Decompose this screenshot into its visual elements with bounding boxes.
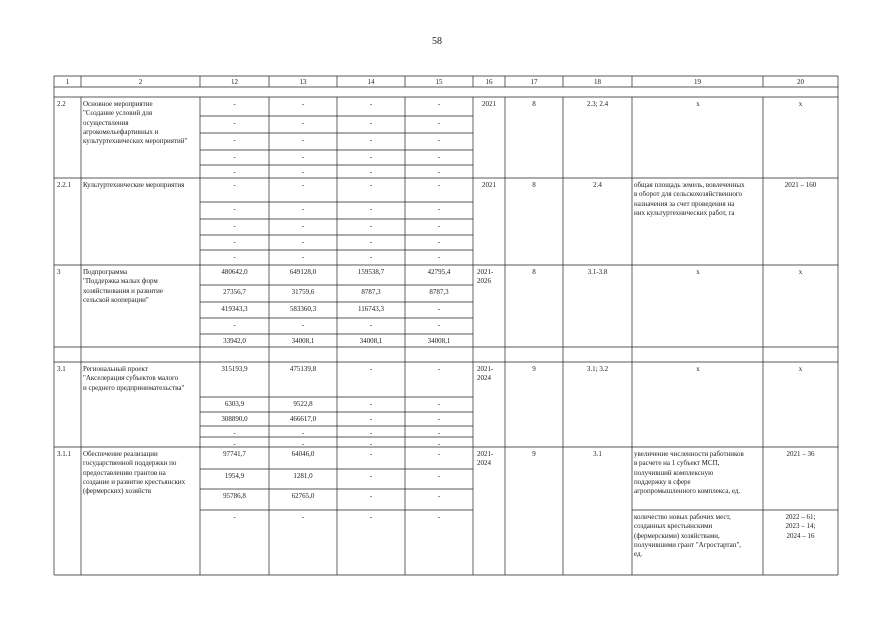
years-cell: 2021- 2026 (477, 268, 494, 285)
value-cell: - (369, 492, 373, 500)
target-line: 2024 – 16 (786, 531, 815, 540)
value-cell: - (437, 205, 441, 213)
value-cell: - (233, 119, 236, 127)
row-name-line: создание и развитие крестьянских (83, 477, 186, 486)
column-header: 20 (797, 77, 804, 86)
value-cell: - (233, 168, 236, 176)
value-cell: - (233, 513, 236, 521)
value-cell: - (437, 181, 441, 189)
value-cell: - (233, 222, 236, 230)
indicator-line: созданных крестьянскими (634, 522, 713, 531)
target-line: 2023 – 14; (785, 522, 816, 531)
years-cell: 2021- 2024 (477, 365, 494, 382)
value-cell: 480642,0 (221, 268, 248, 276)
row-name-line: предоставлению грантов на (83, 468, 166, 477)
value-cell: 64046,0 (291, 450, 315, 458)
value-cell: - (369, 400, 373, 408)
years-cell: 2021 (482, 181, 496, 189)
row-name-line: "Акселерация субъектов малого (83, 374, 179, 383)
value-cell: - (233, 136, 236, 144)
column-header: 15 (435, 77, 443, 86)
row-name-line: Основное мероприятие (83, 100, 153, 108)
value-cell: 9522,8 (293, 400, 313, 408)
indicator-line: x (696, 268, 700, 276)
row-name-line: агрокомельефартивных и (83, 127, 159, 136)
value-cell: - (369, 100, 373, 108)
value-cell: 31759,6 (291, 288, 315, 296)
value-cell: - (369, 205, 373, 213)
target-line: 2022 – 61; (785, 513, 816, 521)
value-cell: - (437, 400, 441, 408)
value-cell: - (437, 472, 441, 480)
value-cell: - (437, 100, 441, 108)
value-cell: 116743,3 (358, 305, 384, 313)
row-name-line: "Создание условий для (83, 109, 153, 118)
row-name-line: государственной поддержки по (83, 459, 177, 468)
value-cell: - (437, 365, 441, 373)
col17-cell: 8 (532, 100, 536, 108)
indicator-line: в оборот для сельскохозяйственного (634, 190, 743, 199)
value-cell: 8787,3 (429, 288, 449, 296)
value-cell: - (437, 238, 441, 246)
value-cell: 308890,0 (221, 415, 248, 423)
value-cell: - (369, 472, 373, 480)
col18-cell: 2.4 (593, 181, 602, 189)
value-cell: - (233, 181, 236, 189)
value-cell: 34008,1 (427, 337, 451, 345)
value-cell: - (437, 492, 441, 500)
row-name-line: Культуртехнические мероприятия (83, 181, 185, 189)
col18-cell: 3.1 (593, 450, 602, 458)
value-cell: 475139,8 (289, 365, 317, 373)
value-cell: - (437, 321, 441, 329)
row-name-line: хозяйствования и развитие (83, 286, 164, 295)
value-cell: - (301, 513, 305, 521)
indicator-line: назначения за счет проведения на (634, 199, 735, 208)
row-name-line: Подпрограмма (83, 268, 128, 276)
indicator-line: x (696, 365, 700, 373)
row-number: 2.2.1 (57, 181, 71, 189)
value-cell: - (369, 321, 373, 329)
value-cell: - (437, 513, 441, 521)
row-name-line: "Поддержка малых форм (83, 277, 158, 286)
value-cell: 1281,0 (293, 472, 313, 480)
page-number: 58 (432, 36, 442, 47)
value-cell: - (369, 253, 373, 261)
value-cell: - (233, 429, 236, 437)
value-cell: - (369, 153, 373, 161)
indicator-line: них культуртехнических работ, га (634, 208, 735, 217)
value-cell: - (301, 136, 305, 144)
value-cell: - (301, 321, 305, 329)
col17-cell: 8 (532, 181, 536, 189)
col18-cell: 3.1; 3.2 (586, 365, 609, 373)
value-cell: - (437, 440, 441, 448)
value-cell: - (233, 253, 236, 261)
indicator-line: получившими грант "Агростартап", (634, 540, 742, 549)
target-line: x (798, 100, 803, 108)
value-cell: - (301, 440, 305, 448)
indicator-line: увеличение численности работников (634, 450, 744, 458)
value-cell: - (301, 253, 305, 261)
column-header: 16 (485, 77, 493, 86)
value-cell: - (301, 238, 305, 246)
value-cell: 649128,0 (289, 268, 317, 276)
value-cell: - (369, 429, 373, 437)
value-cell: - (233, 205, 236, 213)
column-header: 18 (594, 77, 601, 86)
row-name-line: культуртехнических мероприятий" (83, 137, 188, 146)
value-cell: - (301, 429, 305, 437)
years-cell: 2021- 2024 (477, 450, 494, 467)
indicator-line: получивший комплексную (634, 468, 714, 477)
col17-cell: 9 (532, 365, 536, 373)
indicator-line: агропромышленного комплекса, ед. (634, 487, 741, 496)
value-cell: - (437, 429, 441, 437)
value-cell: 315193,9 (221, 365, 248, 373)
value-cell: 42795,4 (427, 268, 451, 276)
value-cell: - (437, 305, 441, 313)
value-cell: - (301, 222, 305, 230)
value-cell: - (369, 440, 373, 448)
row-number: 3 (57, 268, 61, 276)
col17-cell: 9 (532, 450, 536, 458)
column-header: 2 (138, 77, 143, 86)
value-cell: - (369, 222, 373, 230)
value-cell: - (301, 168, 305, 176)
row-name-line: осуществления (83, 118, 129, 127)
column-header: 12 (231, 77, 238, 86)
row-name-line: (фермерских) хозяйств (83, 487, 152, 496)
value-cell: - (437, 415, 441, 423)
value-cell: 159538,7 (357, 268, 385, 276)
column-header: 19 (694, 77, 701, 86)
value-cell: 27356,7 (223, 288, 246, 296)
row-name-line: и среднего предпринимательства" (83, 383, 185, 392)
value-cell: 97741,7 (223, 450, 246, 458)
indicator-line: ед. (634, 550, 643, 559)
row-name-line: Региональный проект (83, 365, 148, 373)
target-line: x (798, 365, 803, 373)
col18-cell: 3.1-3.8 (587, 268, 608, 276)
value-cell: - (437, 450, 441, 458)
value-cell: - (369, 415, 373, 423)
value-cell: - (369, 450, 373, 458)
row-number: 3.1 (57, 365, 66, 373)
target-line: x (798, 268, 803, 276)
indicator-line: x (696, 100, 700, 108)
target-line: 2021 – 36 (786, 450, 815, 458)
indicator-line: поддержку в сфере (634, 477, 691, 486)
value-cell: - (369, 119, 373, 127)
value-cell: - (233, 321, 236, 329)
value-cell: - (369, 513, 373, 521)
indicator-line: общая площадь земель, вовлеченных (634, 181, 745, 189)
value-cell: 1954,9 (224, 472, 245, 480)
value-cell: 419343,3 (221, 305, 248, 313)
col18-cell: 2.3; 2.4 (586, 100, 609, 108)
indicator-line: в расчете на 1 субъект МСП, (634, 459, 720, 468)
value-cell: 34008,1 (359, 337, 383, 345)
row-name-line: Обеспечение реализации (83, 450, 158, 458)
indicator-line: (фермерскими) хозяйствами, (634, 531, 720, 540)
value-cell: 466617,0 (289, 415, 317, 423)
column-header: 13 (299, 77, 307, 86)
value-cell: 6303,9 (224, 400, 245, 408)
value-cell: - (437, 222, 441, 230)
value-cell: 95786,8 (223, 492, 246, 500)
value-cell: 583360,3 (289, 305, 317, 313)
value-cell: - (233, 153, 236, 161)
value-cell: - (301, 181, 305, 189)
value-cell: - (233, 440, 236, 448)
row-number: 3.1.1 (57, 450, 71, 458)
column-header: 14 (367, 77, 375, 86)
value-cell: - (369, 181, 373, 189)
value-cell: - (369, 238, 373, 246)
col17-cell: 8 (532, 268, 536, 276)
value-cell: 8787,3 (361, 288, 381, 296)
indicator-line: количество новых рабочих мест, (634, 513, 731, 521)
value-cell: - (437, 168, 441, 176)
value-cell: - (437, 119, 441, 127)
value-cell: - (233, 238, 236, 246)
value-cell: - (369, 365, 373, 373)
column-header: 17 (530, 77, 538, 86)
value-cell: - (437, 153, 441, 161)
column-header: 1 (65, 77, 70, 86)
value-cell: - (437, 253, 441, 261)
value-cell: - (369, 168, 373, 176)
value-cell: - (437, 136, 441, 144)
value-cell: - (301, 119, 305, 127)
value-cell: 33942,0 (223, 337, 246, 345)
value-cell: - (301, 205, 305, 213)
value-cell: - (301, 100, 305, 108)
target-line: 2021 – 160 (784, 181, 817, 189)
value-cell: - (301, 153, 305, 161)
value-cell: 34008,1 (291, 337, 315, 345)
row-name-line: сельской кооперации" (83, 295, 149, 304)
value-cell: - (369, 136, 373, 144)
value-cell: - (233, 100, 236, 108)
years-cell: 2021 (482, 100, 496, 108)
value-cell: 62765,0 (291, 492, 315, 500)
row-number: 2.2 (57, 100, 66, 108)
